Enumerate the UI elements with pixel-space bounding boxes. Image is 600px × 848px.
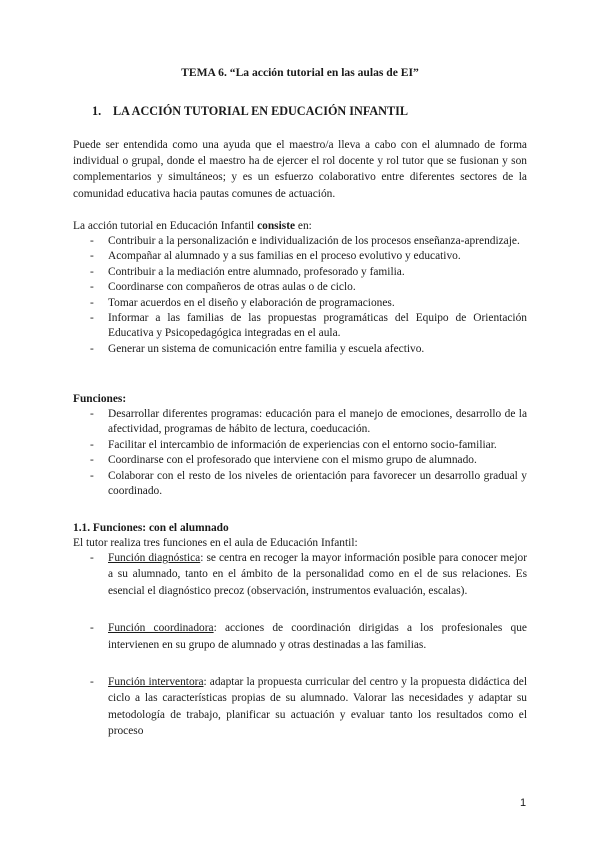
- list-dash: -: [90, 342, 94, 355]
- list-item: [73, 469, 527, 500]
- consiste-list: [73, 234, 527, 357]
- list-item: [73, 311, 527, 342]
- consiste-lead: [73, 218, 527, 234]
- list-item: [73, 674, 527, 740]
- list-item-text: Contribuir a la mediación entre alumnado, profesorado y familia.: [108, 265, 405, 278]
- list-dash: -: [90, 296, 94, 309]
- page-number: 1: [520, 797, 527, 809]
- list-dash: -: [90, 438, 94, 451]
- subsection-lead: El tutor realiza tres funciones en el aula de Educación Infantil:: [73, 537, 358, 549]
- function-description: : se centra en recoger la mayor información posible para conocer mejor a su alumnado, tanto en el ámbito de la personalidad como en el de sus relaciones. Es esencial el diagnóstico precoz (observación, instrumentos evaluación, escalas).: [108, 552, 527, 597]
- section-heading: [92, 104, 408, 119]
- list-item-text: Informar a las familias de las propuestas programáticas del Equipo de Orientación Educativa y Psicopedagógica integradas en el aula.: [108, 312, 527, 340]
- list-item: [73, 407, 527, 438]
- list-dash: -: [90, 552, 94, 564]
- list-item-text: Colaborar con el resto de los niveles de orientación para favorecer un desarrollo gradual y coordinado.: [108, 469, 527, 498]
- list-dash: -: [90, 265, 94, 278]
- consiste-lead-bold: consiste: [257, 220, 296, 232]
- list-dash: -: [90, 454, 94, 467]
- consiste-lead-after: en:: [295, 220, 312, 232]
- list-item-text: Coordinarse con compañeros de otras aulas o de ciclo.: [108, 281, 356, 294]
- section-heading-text: LA ACCIÓN TUTORIAL EN EDUCACIÓN INFANTIL: [113, 104, 408, 118]
- tutor-functions-list: [73, 550, 527, 740]
- list-item: [73, 296, 527, 311]
- list-item: [73, 438, 527, 453]
- list-item: [73, 249, 527, 264]
- list-item-text: Tomar acuerdos en el diseño y elaboración de programaciones.: [108, 296, 395, 309]
- function-term: Función diagnóstica: [108, 552, 201, 564]
- list-item-text: Contribuir a la personalización e individualización de los procesos enseñanza-aprendizaje.: [108, 235, 520, 247]
- list-item-text: Acompañar al alumnado y a sus familias en el proceso evolutivo y educativo.: [108, 250, 461, 263]
- list-item: [73, 234, 527, 249]
- list-dash: -: [90, 676, 94, 689]
- subsection-heading: 1.1. Funciones: con el alumnado: [73, 522, 229, 534]
- list-item-text: Desarrollar diferentes programas: educación para el manejo de emociones, desarrollo de la afectividad, programas de hábito de lectura, coeducación.: [108, 408, 527, 436]
- list-dash: -: [90, 622, 94, 635]
- list-dash: -: [90, 408, 94, 420]
- function-description: : adaptar la propuesta curricular del centro y la propuesta didáctica del ciclo a las características propias de su alumnado. Valorar las necesidades y adaptar su metodología de trabajo, planificar su actuación y evaluar tanto los resultados como el proceso: [108, 676, 527, 738]
- function-description: : acciones de coordinación dirigidas a los profesionales que intervienen en su grupo de alumnado y otras destinadas a las familias.: [108, 622, 527, 651]
- consiste-lead-before: La acción tutorial en Educación Infantil: [73, 220, 258, 232]
- list-item: [73, 550, 527, 599]
- list-dash: -: [90, 235, 94, 247]
- section-number: 1.: [92, 104, 102, 118]
- list-item: [73, 265, 527, 280]
- funciones-list: [73, 407, 527, 499]
- list-item-text: Facilitar el intercambio de información de experiencias con el entorno socio-familiar.: [108, 438, 497, 451]
- intro-paragraph: Puede ser entendida como una ayuda que el maestro/a lleva a cabo con el alumnado de forma individual o grupal, donde el maestro ha de ejercer el rol docente y rol tutor que se fusionan y son complementarios y simultáneos; y es un esfuerzo colaborativo entre diferentes sectores de la comunidad educativa hacia pautas comunes de actuación.: [73, 139, 527, 200]
- document-title: TEMA 6. “La acción tutorial en las aulas de EI”: [181, 66, 419, 79]
- list-dash: -: [90, 469, 94, 482]
- funciones-heading: Funciones:: [73, 393, 127, 405]
- list-item-text: Generar un sistema de comunicación entre familia y escuela afectivo.: [108, 342, 425, 355]
- list-dash: -: [90, 312, 94, 325]
- list-item: [73, 620, 527, 653]
- list-item: [73, 342, 527, 357]
- list-item: [73, 280, 527, 295]
- list-item: [73, 453, 527, 468]
- list-dash: -: [90, 281, 94, 294]
- list-item-text: Coordinarse con el profesorado que interviene con el mismo grupo de alumnado.: [108, 454, 477, 467]
- function-term: Función interventora: [108, 676, 204, 689]
- function-term: Función coordinadora: [108, 622, 214, 635]
- list-dash: -: [90, 250, 94, 263]
